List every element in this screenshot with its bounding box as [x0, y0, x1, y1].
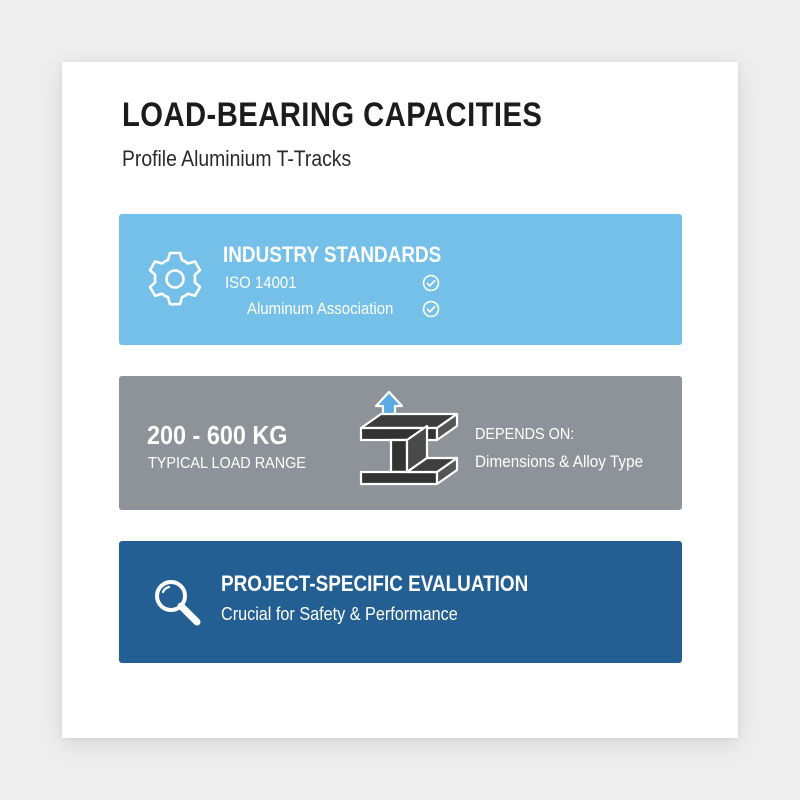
check-circle-icon	[422, 274, 440, 292]
depends-on-label: DEPENDS ON:	[475, 426, 575, 443]
infographic-card	[62, 62, 738, 738]
standards-panel	[119, 214, 682, 345]
page-title: LOAD-BEARING CAPACITIES	[122, 96, 543, 134]
evaluation-subtitle: Crucial for Safety & Performance	[221, 604, 458, 624]
check-circle-icon	[422, 300, 440, 318]
standard-item-iso: ISO 14001	[225, 273, 297, 292]
load-range-value: 200 - 600 KG	[147, 420, 288, 450]
i-beam-icon	[357, 388, 461, 496]
standards-title: INDUSTRY STANDARDS	[223, 242, 442, 267]
depends-on-value: Dimensions & Alloy Type	[475, 452, 644, 471]
standard-item-aluminum-association: Aluminum Association	[247, 299, 394, 318]
page-subtitle: Profile Aluminium T-Tracks	[122, 146, 352, 171]
gear-icon	[143, 247, 207, 311]
evaluation-title: PROJECT-SPECIFIC EVALUATION	[221, 571, 529, 596]
load-range-panel	[119, 376, 682, 510]
magnifier-icon	[149, 574, 205, 630]
load-range-label: TYPICAL LOAD RANGE	[148, 455, 306, 472]
evaluation-panel	[119, 541, 682, 663]
